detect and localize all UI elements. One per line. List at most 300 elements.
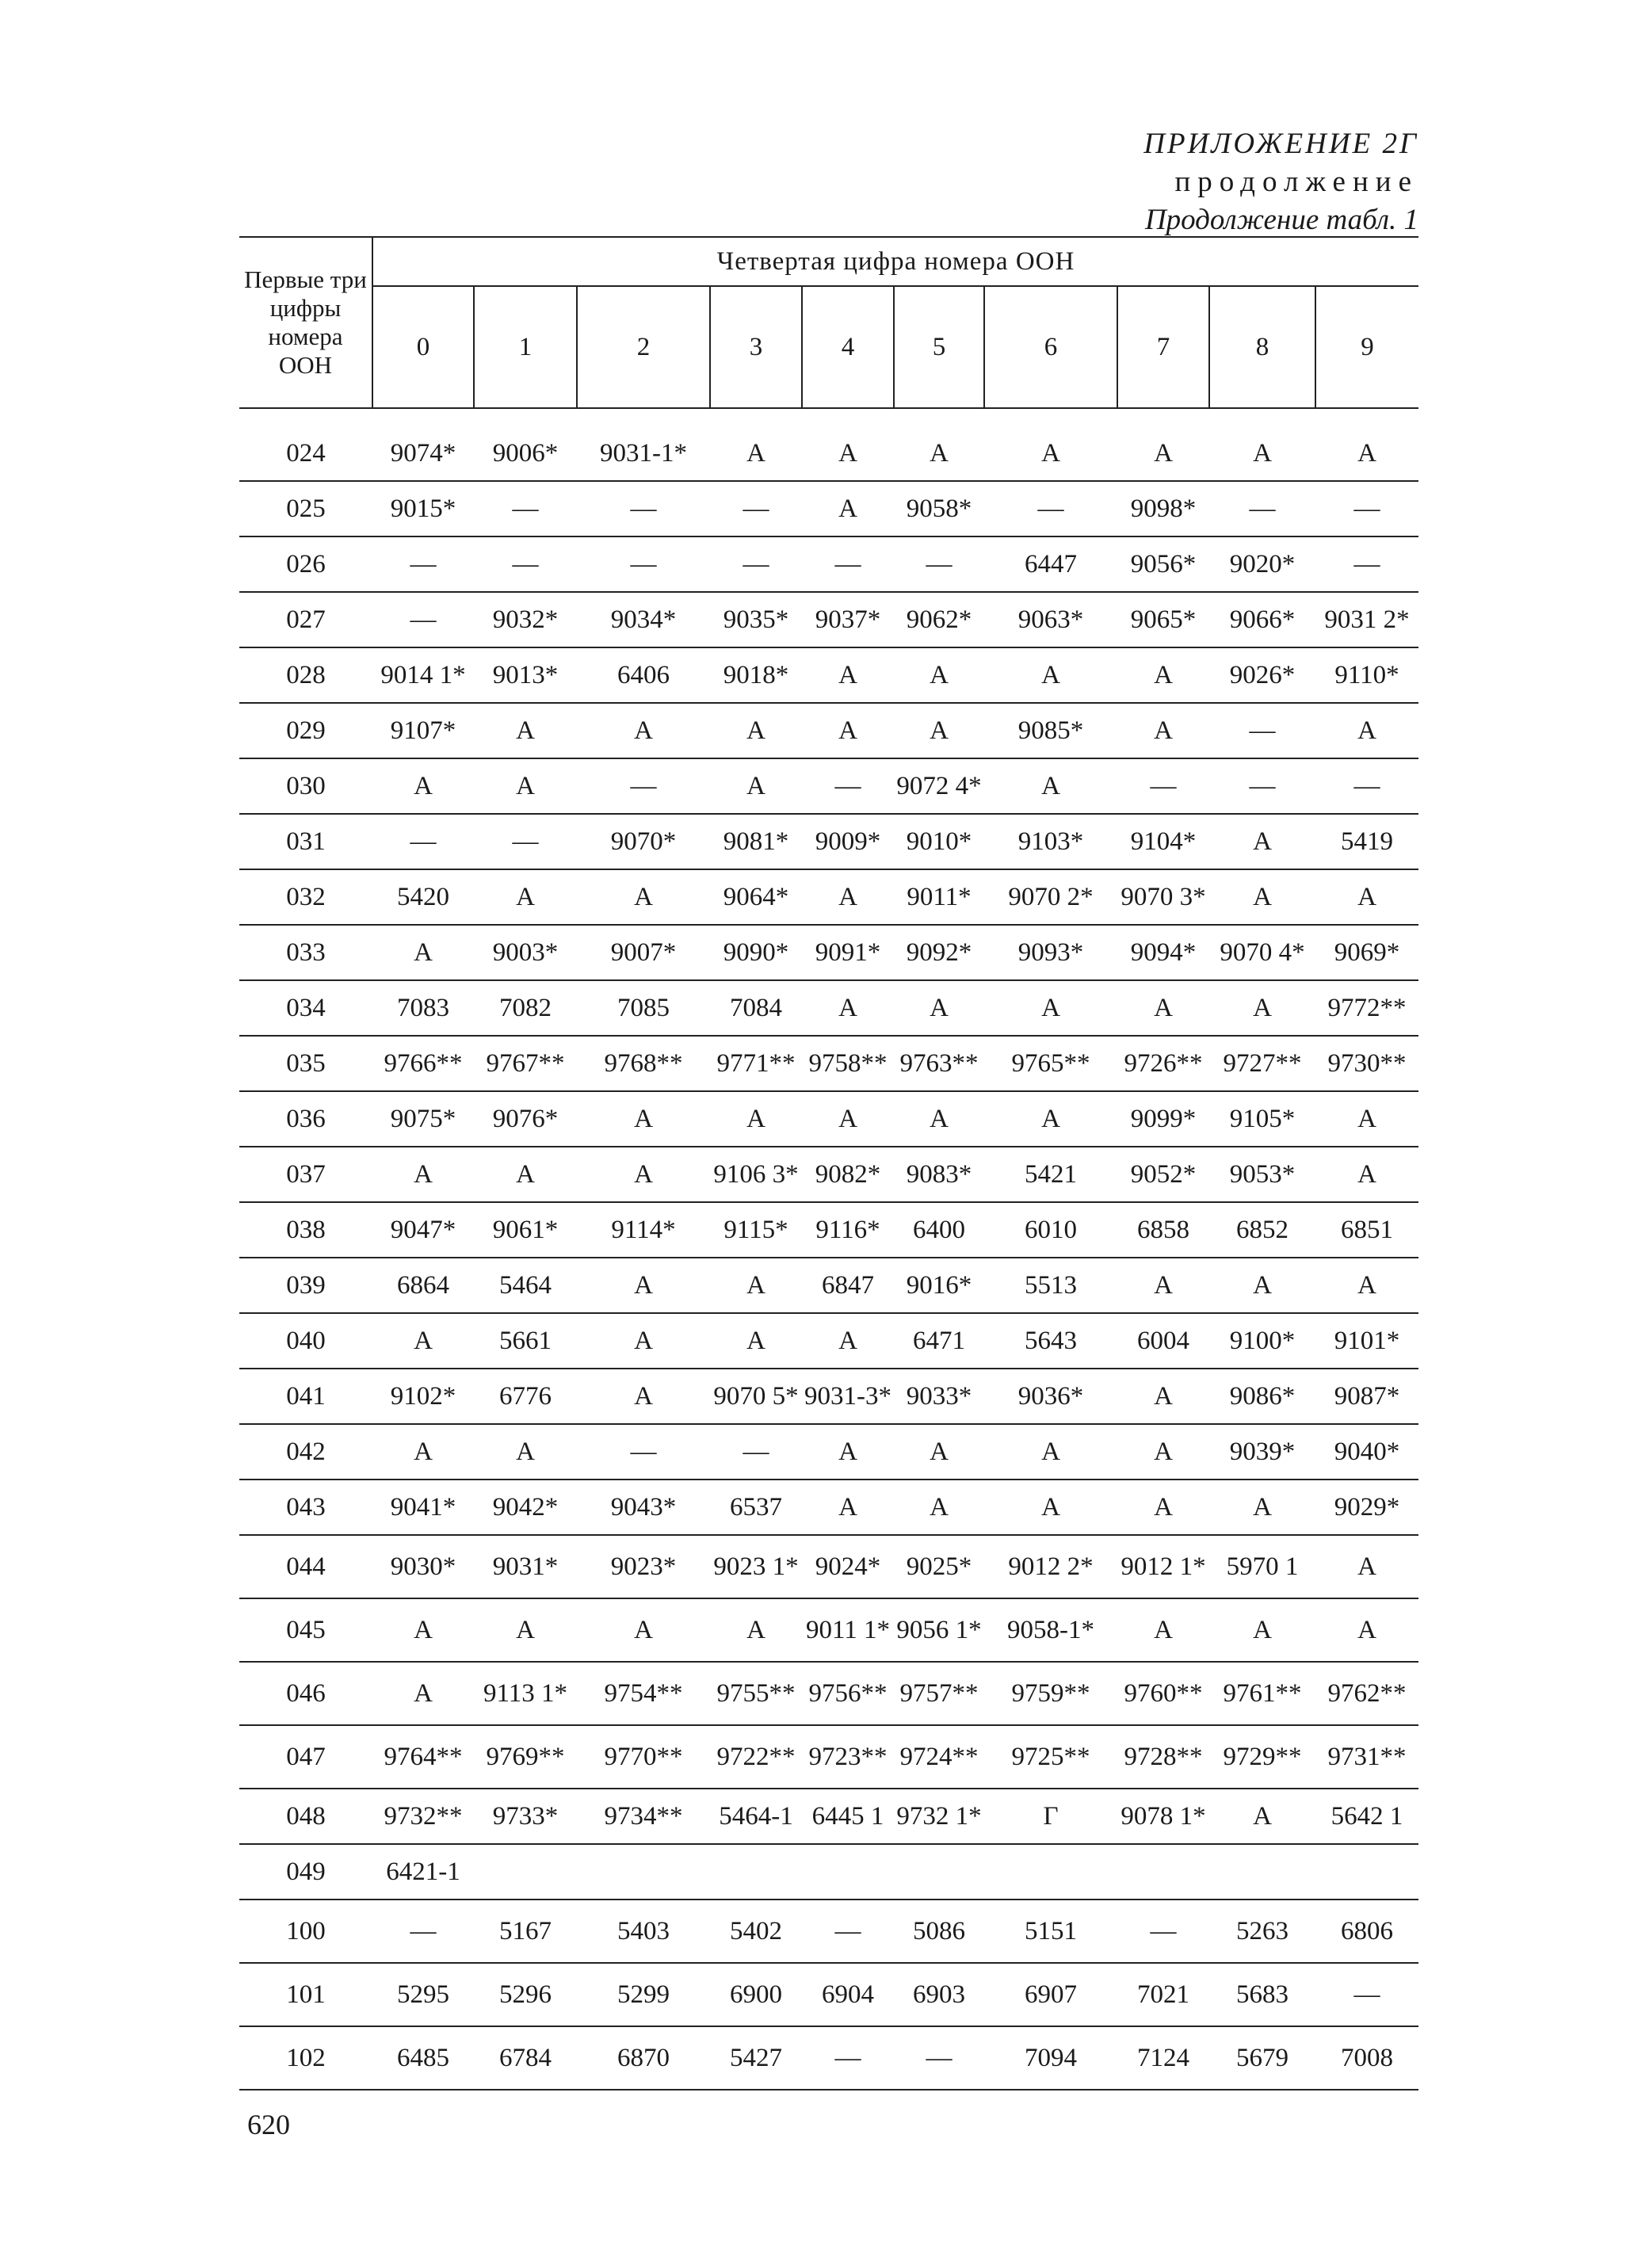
table-cell: A [577,1091,710,1147]
table-row [239,1535,1418,1598]
table-cell: 9029* [1315,1480,1418,1535]
table-cell: 6851 [1315,1202,1418,1258]
table-cell: 7085 [577,980,710,1036]
header-spacer-row [239,408,1418,426]
table-cell: A [474,1147,577,1202]
table-cell: 5167 [474,1900,577,1963]
table-cell: 9070 2* [984,869,1117,925]
table-cell: — [802,2026,894,2090]
table-cell: 5419 [1315,814,1418,869]
table-cell: — [372,814,474,869]
table-row [239,1900,1418,1963]
table-cell: A [1117,647,1209,703]
table-cell: 9115* [710,1202,802,1258]
table-cell: 9012 2* [984,1535,1117,1598]
row-code: 027 [239,592,372,647]
table-cell: 9011* [894,869,984,925]
table-cell: 9011 1* [802,1598,894,1662]
table-cell: 7084 [710,980,802,1036]
table-cell: 7094 [984,2026,1117,2090]
row-code: 034 [239,980,372,1036]
table-cell: 9103* [984,814,1117,869]
table-cell: A [1315,1535,1418,1598]
table-cell: A [1315,1091,1418,1147]
row-code: 047 [239,1725,372,1789]
table-caption: Продолжение табл. 1 [1144,204,1418,236]
table-cell: 9092* [894,925,984,980]
table-cell: A [894,1480,984,1535]
table-cell: 9070 4* [1209,925,1315,980]
table-cell: 5683 [1209,1963,1315,2026]
table-row [239,1369,1418,1424]
table-cell: 9724** [894,1725,984,1789]
table-cell: 9039* [1209,1424,1315,1480]
table-cell: A [802,481,894,536]
table-cell: A [577,869,710,925]
table-cell: 9725** [984,1725,1117,1789]
table-cell: 9078 1* [1117,1789,1209,1844]
table-cell: A [984,1091,1117,1147]
un-number-table-container [239,236,1418,2090]
digit-header-3: 3 [710,286,802,408]
table-row [239,2026,1418,2090]
table-cell: A [1117,703,1209,758]
table-cell: 9081* [710,814,802,869]
row-code: 037 [239,1147,372,1202]
table-cell: 6421-1 [372,1844,474,1900]
table-row [239,814,1418,869]
table-cell: 9723** [802,1725,894,1789]
table-row [239,869,1418,925]
table-cell: A [984,980,1117,1036]
table-row [239,481,1418,536]
table-cell: A [1315,1598,1418,1662]
table-cell: — [1209,758,1315,814]
table-cell: 9094* [1117,925,1209,980]
table-cell: A [474,1424,577,1480]
table-cell: 5420 [372,869,474,925]
table-cell: A [474,758,577,814]
table-cell: 9768** [577,1036,710,1091]
table-cell: 7124 [1117,2026,1209,2090]
table-cell: A [577,703,710,758]
table-cell: A [372,925,474,980]
table-cell: — [984,481,1117,536]
table-cell: 9110* [1315,647,1418,703]
table-cell: A [372,1598,474,1662]
table-cell: A [1209,1258,1315,1313]
digit-header-4: 4 [802,286,894,408]
table-cell: — [710,1424,802,1480]
row-code: 025 [239,481,372,536]
table-cell: 5151 [984,1900,1117,1963]
row-code: 024 [239,426,372,481]
table-cell: 6400 [894,1202,984,1258]
table-cell: 9042* [474,1480,577,1535]
table-cell: A [1209,1789,1315,1844]
table-cell: 7021 [1117,1963,1209,2026]
table-cell: 9010* [894,814,984,869]
table-cell: — [1315,758,1418,814]
table-cell: — [802,1900,894,1963]
table-cell: A [894,426,984,481]
table-cell: 5299 [577,1963,710,2026]
table-cell: 9069* [1315,925,1418,980]
table-cell: 5295 [372,1963,474,2026]
table-cell: 9083* [894,1147,984,1202]
table-row [239,703,1418,758]
table-cell: A [1117,1369,1209,1424]
table-cell: A [372,1662,474,1725]
table-cell: 9766** [372,1036,474,1091]
table-row [239,925,1418,980]
table-cell: 5643 [984,1313,1117,1369]
table-cell: A [802,1424,894,1480]
table-cell: 9759** [984,1662,1117,1725]
table-cell: 9116* [802,1202,894,1258]
table-cell: 9053* [1209,1147,1315,1202]
table-cell: 9107* [372,703,474,758]
table-cell: 9023* [577,1535,710,1598]
row-code: 041 [239,1369,372,1424]
table-cell: A [710,703,802,758]
table-cell: 9772** [1315,980,1418,1036]
table-cell: 9070 5* [710,1369,802,1424]
table-cell: 9755** [710,1662,802,1725]
table-cell: 9064* [710,869,802,925]
digit-header-5: 5 [894,286,984,408]
row-code: 033 [239,925,372,980]
table-cell: 6900 [710,1963,802,2026]
table-cell: A [372,758,474,814]
digit-header-1: 1 [474,286,577,408]
table-cell: A [802,1091,894,1147]
table-cell: 9093* [984,925,1117,980]
table-cell: 9729** [1209,1725,1315,1789]
row-code: 042 [239,1424,372,1480]
table-cell [802,1844,894,1900]
table-cell: A [894,647,984,703]
table-cell: 9026* [1209,647,1315,703]
table-cell: — [577,536,710,592]
table-cell: 6903 [894,1963,984,2026]
table-cell: 9086* [1209,1369,1315,1424]
table-cell: A [1209,869,1315,925]
table-row [239,758,1418,814]
table-row [239,1313,1418,1369]
digit-header-8: 8 [1209,286,1315,408]
row-code: 043 [239,1480,372,1535]
table-cell: 9020* [1209,536,1315,592]
table-cell: A [984,647,1117,703]
table-cell: 6904 [802,1963,894,2026]
table-cell: 9070* [577,814,710,869]
table-row [239,647,1418,703]
group-header: Четвертая цифра номера ООН [372,237,1418,286]
table-cell: A [984,758,1117,814]
row-code: 035 [239,1036,372,1091]
table-cell: 9758** [802,1036,894,1091]
table-cell: 9731** [1315,1725,1418,1789]
table-cell: — [894,536,984,592]
table-cell: 9056 1* [894,1598,984,1662]
table-cell: 9770** [577,1725,710,1789]
table-cell: 7008 [1315,2026,1418,2090]
table-cell: 9024* [802,1535,894,1598]
table-cell: 5513 [984,1258,1117,1313]
table-cell: 9075* [372,1091,474,1147]
table-cell: — [1315,1963,1418,2026]
table-cell: 9012 1* [1117,1535,1209,1598]
table-cell: 9091* [802,925,894,980]
row-code: 029 [239,703,372,758]
page-header [1143,125,1418,239]
row-code: 046 [239,1662,372,1725]
table-cell: A [802,426,894,481]
table-cell [474,1844,577,1900]
table-cell: A [577,1313,710,1369]
table-cell: 9728** [1117,1725,1209,1789]
table-cell: 9074* [372,426,474,481]
table-cell: 9761** [1209,1662,1315,1725]
table-cell: 9031 2* [1315,592,1418,647]
table-cell: 9036* [984,1369,1117,1424]
table-row [239,592,1418,647]
table-cell: 9763** [894,1036,984,1091]
table-cell: A [577,1369,710,1424]
table-cell: 9733* [474,1789,577,1844]
digit-header-7: 7 [1117,286,1209,408]
table-row [239,1202,1418,1258]
table-cell: 9018* [710,647,802,703]
row-code: 030 [239,758,372,814]
table-cell: 9113 1* [474,1662,577,1725]
table-cell: — [577,758,710,814]
table-cell: 5661 [474,1313,577,1369]
table-cell: 6406 [577,647,710,703]
table-cell: A [1315,1147,1418,1202]
table-cell: 9015* [372,481,474,536]
table-cell: 5970 1 [1209,1535,1315,1598]
table-cell: 9040* [1315,1424,1418,1480]
table-cell: A [474,869,577,925]
table-cell: A [1315,426,1418,481]
table-cell: 9037* [802,592,894,647]
table-cell: 6784 [474,2026,577,2090]
table-cell: A [984,1480,1117,1535]
table-cell: 5679 [1209,2026,1315,2090]
table-cell: — [577,1424,710,1480]
table-row [239,1480,1418,1535]
table-cell: 9762** [1315,1662,1418,1725]
table-cell: 9100* [1209,1313,1315,1369]
table-cell: 6471 [894,1313,984,1369]
table-cell: — [1117,1900,1209,1963]
row-code: 031 [239,814,372,869]
table-cell: 9757** [894,1662,984,1725]
table-cell: 9082* [802,1147,894,1202]
table-cell: — [372,536,474,592]
table-cell: 5086 [894,1900,984,1963]
table-cell: A [577,1258,710,1313]
table-row [239,1844,1418,1900]
table-cell: 9061* [474,1202,577,1258]
table-cell: A [984,1424,1117,1480]
table-cell: 6864 [372,1258,474,1313]
table-cell: 5263 [1209,1900,1315,1963]
table-cell: 9102* [372,1369,474,1424]
table-cell: 6806 [1315,1900,1418,1963]
table-cell: — [894,2026,984,2090]
table-cell: 5403 [577,1900,710,1963]
table-cell: 9052* [1117,1147,1209,1202]
row-code: 026 [239,536,372,592]
row-code: 102 [239,2026,372,2090]
table-cell: 6537 [710,1480,802,1535]
table-cell: 9047* [372,1202,474,1258]
appendix-subtitle: продолжение [1174,166,1418,198]
table-row [239,426,1418,481]
table-cell: A [372,1313,474,1369]
table-cell: — [710,481,802,536]
table-cell: A [710,426,802,481]
table-cell: 9754** [577,1662,710,1725]
table-cell: 9043* [577,1480,710,1535]
table-cell: A [1117,1258,1209,1313]
table-cell: 6852 [1209,1202,1315,1258]
table-cell: 9101* [1315,1313,1418,1369]
table-cell: 9063* [984,592,1117,647]
table-cell: A [710,1091,802,1147]
table-cell: 6447 [984,536,1117,592]
table-row [239,1424,1418,1480]
table-cell: — [1315,481,1418,536]
table-cell [710,1844,802,1900]
table-cell: 6004 [1117,1313,1209,1369]
table-cell: A [802,703,894,758]
table-cell: 9016* [894,1258,984,1313]
table-cell: — [802,758,894,814]
table-cell: A [894,1091,984,1147]
row-code: 040 [239,1313,372,1369]
table-cell: — [372,592,474,647]
table-cell: 9076* [474,1091,577,1147]
table-cell: 5464-1 [710,1789,802,1844]
table-cell: 9031-1* [577,426,710,481]
table-cell: — [1209,703,1315,758]
table-cell: 9007* [577,925,710,980]
row-code: 036 [239,1091,372,1147]
table-cell: A [577,1147,710,1202]
table-cell: 7083 [372,980,474,1036]
table-cell: 9066* [1209,592,1315,647]
table-cell: 9030* [372,1535,474,1598]
table-cell: 6858 [1117,1202,1209,1258]
table-cell: 6485 [372,2026,474,2090]
table-row [239,536,1418,592]
table-row [239,1091,1418,1147]
table-cell: A [577,1598,710,1662]
table-cell: A [1117,1424,1209,1480]
page-number: 620 [247,2109,290,2140]
row-code: 032 [239,869,372,925]
row-code: 048 [239,1789,372,1844]
table-cell: A [1315,703,1418,758]
row-code: 039 [239,1258,372,1313]
table-row [239,1147,1418,1202]
table-cell: 5421 [984,1147,1117,1202]
table-cell: 6445 1 [802,1789,894,1844]
table-cell: A [1209,814,1315,869]
table-cell [1209,1844,1315,1900]
table-cell: 9058* [894,481,984,536]
table-cell: 9106 3* [710,1147,802,1202]
table-cell: Г [984,1789,1117,1844]
table-cell: — [474,814,577,869]
table-row [239,1963,1418,2026]
table-cell: 9734** [577,1789,710,1844]
table-cell: 9041* [372,1480,474,1535]
table-cell: A [372,1147,474,1202]
table-cell: 9722** [710,1725,802,1789]
table-cell: 9099* [1117,1091,1209,1147]
appendix-title: ПРИЛОЖЕНИЕ 2Г [1143,128,1418,160]
table-row [239,1258,1418,1313]
table-cell: A [710,1598,802,1662]
table-cell: 9764** [372,1725,474,1789]
table-body [239,408,1418,2090]
table-row [239,1789,1418,1844]
un-number-table [239,236,1418,2090]
table-cell: — [1315,536,1418,592]
table-cell: A [1209,426,1315,481]
row-code: 044 [239,1535,372,1598]
table-cell: 9023 1* [710,1535,802,1598]
table-cell: 9730** [1315,1036,1418,1091]
table-cell: 6776 [474,1369,577,1424]
table-cell: — [474,481,577,536]
table-cell: A [894,703,984,758]
digit-header-2: 2 [577,286,710,408]
table-cell: 9726** [1117,1036,1209,1091]
digit-header-0: 0 [372,286,474,408]
table-cell: 9070 3* [1117,869,1209,925]
table-cell: 9767** [474,1036,577,1091]
table-cell: 9058-1* [984,1598,1117,1662]
table-cell: 9098* [1117,481,1209,536]
table-cell: 5402 [710,1900,802,1963]
table-cell: A [1117,980,1209,1036]
table-cell: 9006* [474,426,577,481]
table-cell: — [474,536,577,592]
table-cell: 9003* [474,925,577,980]
table-row [239,1036,1418,1091]
table-cell: A [802,1313,894,1369]
table-row [239,1725,1418,1789]
table-cell: 9760** [1117,1662,1209,1725]
table-cell: A [1117,1480,1209,1535]
table-cell: 9065* [1117,592,1209,647]
spacer-cell [239,408,1418,426]
table-cell: 9105* [1209,1091,1315,1147]
table-cell: 9087* [1315,1369,1418,1424]
table-cell: 9114* [577,1202,710,1258]
table-cell [1315,1844,1418,1900]
table-cell: 9769** [474,1725,577,1789]
row-code: 049 [239,1844,372,1900]
table-cell: 9727** [1209,1036,1315,1091]
table-cell: A [474,1598,577,1662]
